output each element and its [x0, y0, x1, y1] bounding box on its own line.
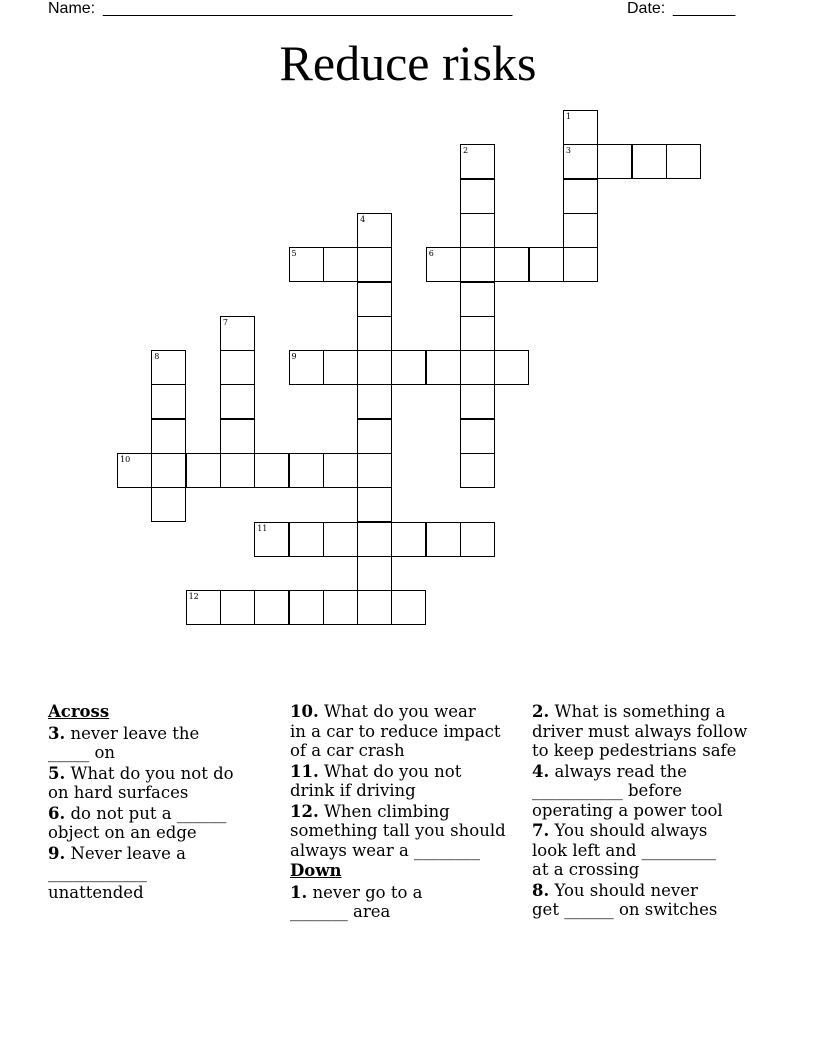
- grid-cell[interactable]: [323, 522, 358, 557]
- grid-cell[interactable]: [426, 522, 461, 557]
- grid-cell-9[interactable]: [289, 350, 324, 385]
- grid-cell[interactable]: [563, 247, 598, 282]
- clue-number: 4.: [532, 761, 550, 781]
- grid-cell-6[interactable]: [426, 247, 461, 282]
- grid-cell[interactable]: [597, 144, 632, 179]
- cell-number: 12: [188, 592, 199, 602]
- clue-across-3: [48, 724, 280, 763]
- grid-cell[interactable]: [391, 590, 426, 625]
- cell-number: 2: [463, 146, 469, 156]
- clue-number: 9.: [48, 843, 66, 863]
- name-field-line[interactable]: ______________________________________________: [103, 0, 513, 17]
- grid-cell[interactable]: [289, 522, 324, 557]
- clue-across-9: [48, 844, 280, 903]
- grid-cell[interactable]: [391, 350, 426, 385]
- grid-cell-12[interactable]: [186, 590, 221, 625]
- grid-cell[interactable]: [323, 350, 358, 385]
- clue-across-11: [290, 762, 522, 801]
- grid-cell[interactable]: [632, 144, 667, 179]
- grid-cell-11[interactable]: [254, 522, 289, 557]
- grid-cell[interactable]: [460, 350, 495, 385]
- grid-cell[interactable]: [323, 247, 358, 282]
- grid-cell[interactable]: [289, 590, 324, 625]
- cell-number: 8: [154, 352, 160, 362]
- grid-cell[interactable]: [460, 316, 495, 351]
- across-heading: Across: [48, 702, 110, 721]
- cell-number: 9: [291, 352, 297, 362]
- clue-across-12: [290, 802, 522, 861]
- date-field-line[interactable]: _______: [673, 0, 736, 17]
- grid-cell[interactable]: [357, 419, 392, 454]
- grid-cell-5[interactable]: [289, 247, 324, 282]
- grid-cell[interactable]: [460, 213, 495, 248]
- cell-number: 10: [120, 455, 131, 464]
- grid-cell[interactable]: [186, 453, 221, 488]
- grid-cell[interactable]: [151, 487, 186, 522]
- clue-text: You should never get ______ on switches: [532, 880, 718, 919]
- grid-cell-10[interactable]: [117, 453, 152, 488]
- grid-cell[interactable]: [460, 453, 495, 488]
- grid-cell[interactable]: [494, 247, 529, 282]
- clue-across-10: [290, 702, 522, 761]
- clue-text: When climbing something tall you should always wear a ________: [290, 801, 506, 860]
- grid-cell[interactable]: [151, 453, 186, 488]
- grid-cell[interactable]: [357, 316, 392, 351]
- clues-column-3: [532, 702, 764, 921]
- clue-number: 11.: [290, 761, 319, 781]
- clue-number: 10.: [290, 702, 319, 721]
- clue-down-2: [532, 702, 764, 761]
- grid-cell[interactable]: [563, 213, 598, 248]
- clue-down-7: [532, 821, 764, 880]
- cell-number: 1: [565, 112, 571, 121]
- grid-cell[interactable]: [323, 590, 358, 625]
- grid-cell[interactable]: [391, 522, 426, 557]
- grid-cell[interactable]: [151, 384, 186, 419]
- grid-cell-7[interactable]: [220, 316, 255, 351]
- grid-cell[interactable]: [460, 419, 495, 454]
- cell-number: 5: [291, 249, 297, 259]
- grid-cell[interactable]: [323, 453, 358, 488]
- grid-cell[interactable]: [357, 487, 392, 522]
- clue-text: What do you not do on hard surfaces: [48, 763, 234, 802]
- grid-cell[interactable]: [357, 453, 392, 488]
- clue-text: never go to a _______ area: [290, 882, 423, 921]
- grid-cell-4[interactable]: [357, 213, 392, 248]
- grid-cell[interactable]: [254, 590, 289, 625]
- clue-down-8: [532, 881, 764, 920]
- name-label: Name:: [48, 0, 96, 17]
- grid-cell[interactable]: [254, 453, 289, 488]
- grid-cell[interactable]: [460, 282, 495, 317]
- grid-cell[interactable]: [357, 384, 392, 419]
- grid-cell[interactable]: [220, 384, 255, 419]
- clue-across-6: [48, 804, 280, 843]
- down-heading: Down: [290, 861, 342, 880]
- grid-cell[interactable]: [357, 282, 392, 317]
- clue-number: 12.: [290, 801, 319, 821]
- grid-cell[interactable]: [460, 247, 495, 282]
- clue-number: 3.: [48, 723, 66, 743]
- grid-cell[interactable]: [289, 453, 324, 488]
- clue-down-1: [290, 883, 522, 922]
- grid-cell[interactable]: [426, 350, 461, 385]
- grid-cell[interactable]: [357, 247, 392, 282]
- cell-number: 11: [257, 523, 268, 533]
- grid-cell[interactable]: [666, 144, 701, 179]
- cell-number: 7: [222, 317, 228, 327]
- clues-column-1: [48, 702, 280, 903]
- date-label: Date:: [627, 0, 666, 17]
- clue-number: 5.: [48, 763, 66, 783]
- clue-number: 2.: [532, 702, 550, 721]
- grid-cell-2[interactable]: [460, 144, 495, 179]
- grid-cell[interactable]: [220, 453, 255, 488]
- grid-cell[interactable]: [357, 350, 392, 385]
- clue-text: always read the ___________ before operating a power tool: [532, 761, 723, 820]
- grid-cell[interactable]: [220, 350, 255, 385]
- clue-down-4: [532, 762, 764, 821]
- clue-number: 8.: [532, 880, 550, 900]
- cell-number: 3: [565, 146, 571, 156]
- clue-text: do not put a ______ object on an edge: [48, 803, 227, 842]
- grid-cell[interactable]: [220, 419, 255, 454]
- page-title: Reduce risks: [279, 35, 537, 91]
- grid-cell[interactable]: [220, 590, 255, 625]
- clue-across-5: [48, 764, 280, 803]
- grid-cell-1[interactable]: [563, 110, 598, 145]
- grid-cell-8[interactable]: [151, 350, 186, 385]
- grid-cell-3[interactable]: [563, 144, 598, 179]
- clue-text: Never leave a ____________ unattended: [48, 843, 186, 902]
- clue-number: 7.: [532, 821, 550, 840]
- grid-cell[interactable]: [460, 522, 495, 557]
- grid-cell[interactable]: [357, 522, 392, 557]
- clue-text: What do you wear in a car to reduce impact of a car crash: [290, 702, 501, 760]
- grid-cell[interactable]: [529, 247, 564, 282]
- grid-cell[interactable]: [357, 590, 392, 625]
- grid-cell[interactable]: [494, 350, 529, 385]
- cell-number: 6: [428, 249, 434, 259]
- clue-text: You should always look left and _________ at a crossing: [532, 821, 716, 879]
- cell-number: 4: [360, 214, 366, 224]
- grid-cell[interactable]: [151, 419, 186, 454]
- grid-cell[interactable]: [357, 556, 392, 591]
- clues-column-2: [290, 702, 522, 923]
- grid-cell[interactable]: [460, 179, 495, 214]
- clue-text: never leave the _____ on: [48, 723, 200, 762]
- clue-text: What is something a driver must always follow to keep pedestrians safe: [532, 702, 748, 760]
- grid-cell[interactable]: [460, 384, 495, 419]
- clue-number: 6.: [48, 803, 66, 823]
- grid-cell[interactable]: [563, 179, 598, 214]
- clue-number: 1.: [290, 882, 308, 902]
- clue-text: What do you not drink if driving: [290, 761, 462, 800]
